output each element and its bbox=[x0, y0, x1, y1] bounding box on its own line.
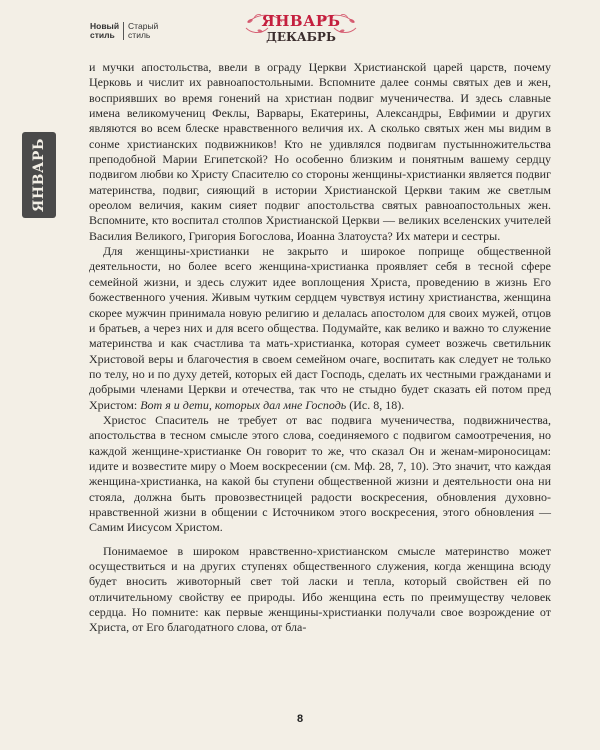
scripture-quote: Вот я и дети, которых дал мне Господь bbox=[140, 397, 347, 412]
old-style-label: Старый стиль bbox=[128, 21, 159, 40]
page-header bbox=[0, 0, 600, 60]
old-style-month: ДЕКАБРЬ bbox=[266, 30, 336, 44]
paragraph-2 bbox=[89, 244, 551, 413]
paragraph-3: Христос Спаситель не требует от вас подвига мученичества, подвижничества, апостольства в тесном смысле этого слова, соединяемого с подвигом самоотречения, но каждой женщине-христианке Он говорит то же, что сказал Он и женам-мироносицам: идите и возвестите миру о Моем воскресении (см. Мф. 28, 7, 10). Это значит, что каждая женщина-христианка, на какой бы ступени общественной жизни и деятельности она ни стояла, должна быть провозвестницей радости воскресения, обновления духовно-нравственной жизни в общении с Источником этого воскресения, этого обновления — Самим Иисусом Христом. bbox=[89, 412, 551, 535]
new-style-label: Новый стиль bbox=[90, 22, 124, 40]
paragraph-1: и мучки апостольства, ввели в ограду Церкви Христианской царей царств, почему Церковь и числит их равноапостольными. Вспомните далее сонмы святых дев и жен, восприявших во время гонений на христиан подвиг мученичества. И здесь славные имена великомучениц Феклы, Варвары, Екатерины, Александры, Евфимии и других являются во всем блеске нравственного величия их. А сколько святых жен мы видим в сонме христианских подвижников! Кто не удивлялся подвигам пустынножительства преподобной Марии Египетской? Но особенно близким и понятным вашему сердцу подвигом любви ко Христу Спасителю со стороны женщины-христианки является подвиг материнства, подвиг, сияющий в истории Христианской Церкви таким же светлым ореолом величия, каким сияет подвиг апостольства святых равноапостольных жен. Вспомните, кто воспитал столпов Христианской Церкви — великих вселенских учителей Василия Великого, Григория Богослова, Иоанна Златоуста? Их матери и сестры. bbox=[89, 60, 551, 243]
scripture-reference: (Ис. 8, 18). bbox=[346, 397, 405, 412]
page-number: 8 bbox=[296, 713, 304, 725]
month-title-block bbox=[240, 8, 362, 54]
month-side-tab bbox=[22, 132, 56, 218]
month-title: ЯНВАРЬ bbox=[261, 12, 341, 30]
month-side-tab-label: ЯНВАРЬ bbox=[31, 138, 47, 212]
calendar-style-labels bbox=[90, 22, 158, 40]
page-body bbox=[89, 60, 551, 636]
paragraph-2-text: Для женщины-христианки не закрыто и широкое поприще общественной деятельности, но более всего женщина-христианка проявляет себя в тесной сфере семейной жизни, и здесь служит идее воплощения Христа, проведению в жизнь Его божественного учения. Живым чутким сердцем чувствуя истину христианства, женщина скорее мужчин принимала новую религию и делалась апостолом для своих мужей, отцов и братьев, а через них и для всего общества. Подумайте, как велико и важно то служение материнства и как счастлива та мать-христианка, которая сумеет возжечь светильник Христовой веры и благочестия в своем семейном очаге, воспитать как следует не только по телу, но и по духу детей, которых ей даст Господь, сделать их честными гражданами и добрыми членами Церкви и отечества, так что не стыдно будет сказать ей потом пред Христом: bbox=[89, 244, 551, 412]
paragraph-4: Понимаемое в широком нравственно-христианском смысле материнство может осуществиться и на других ступенях общественного служения, когда женщина всюду будет вносить животорный свет той ласки и тепла, который свойствен ей по отличительному свойству ее природы. Ибо женщина есть по преимуществу человек сердца. Но помните: как первые женщины-христианки получали свое возрождение от Христа, от Его благодатного слова, от бла- bbox=[89, 543, 551, 635]
